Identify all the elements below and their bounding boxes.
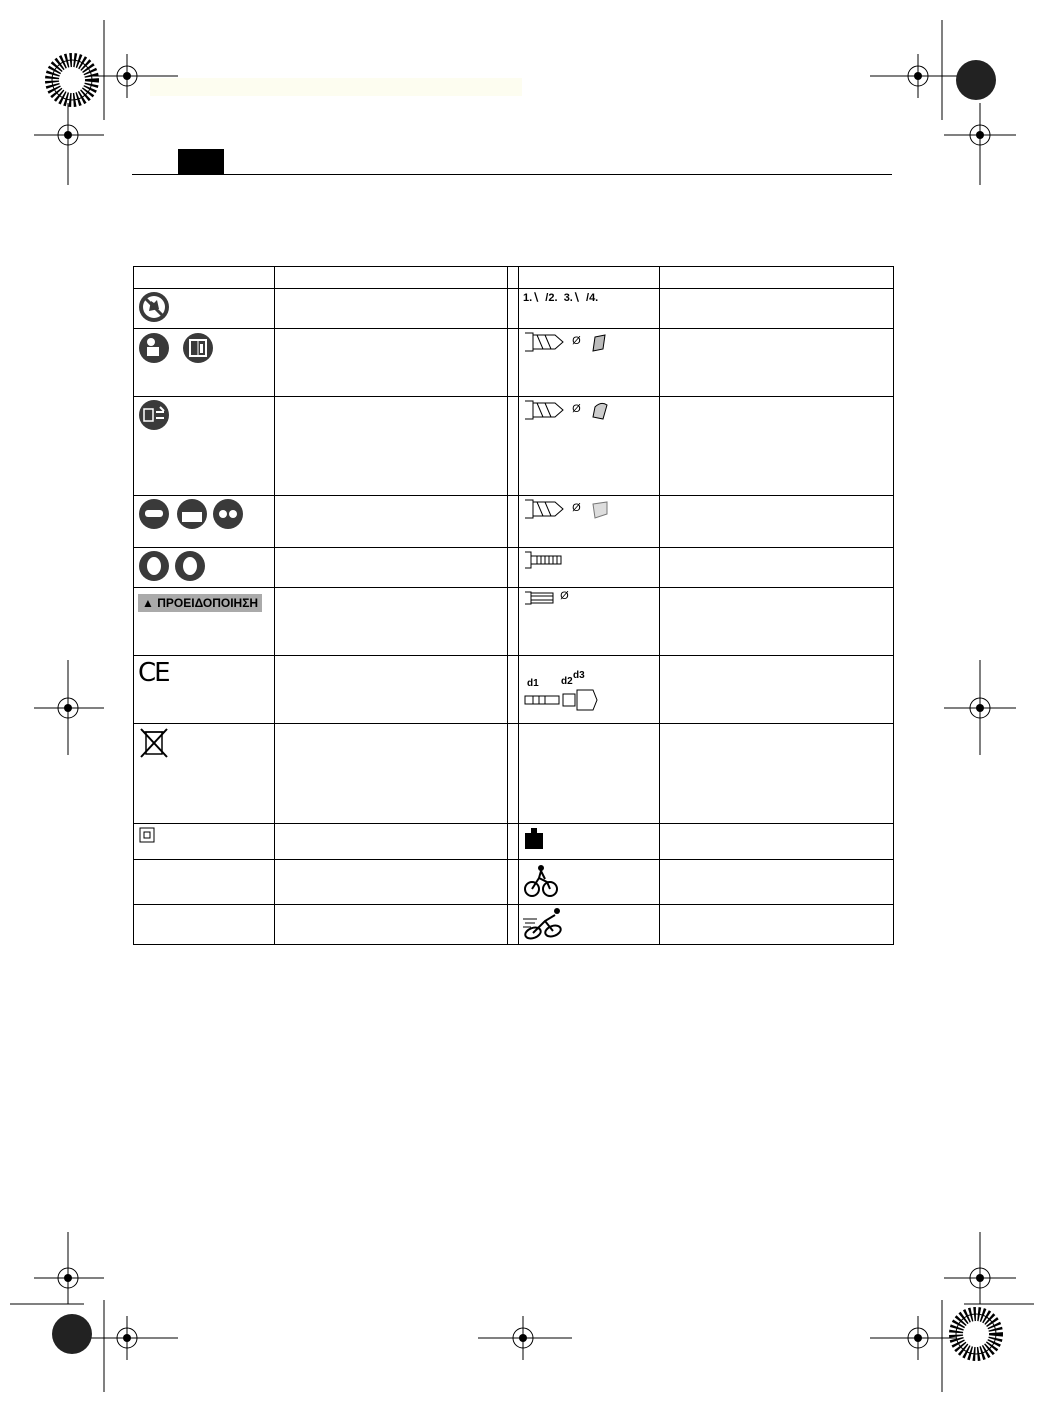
description-cell (660, 397, 894, 496)
ear-protection-icon (138, 550, 210, 582)
description-cell (660, 656, 894, 724)
chuck-label-d3: d3 (573, 670, 585, 681)
symbol-cell (134, 860, 275, 905)
description-cell (275, 860, 508, 905)
description-cell (275, 588, 508, 656)
symbol-cell (519, 548, 660, 588)
gap-cell (508, 329, 519, 397)
header-cell (519, 267, 660, 289)
symbols-table (133, 266, 894, 945)
color-strip (150, 78, 522, 96)
chuck-drawing (523, 658, 613, 718)
table-row (134, 860, 894, 905)
warning-text: ΠΡΟΕΙΔΟΠΟΙΗΣΗ (157, 596, 259, 610)
symbol-cell (519, 905, 660, 945)
warning-triangle-icon: ▲ (142, 596, 154, 610)
description-cell (275, 724, 508, 824)
drill-wood-icon (523, 498, 613, 522)
description-cell (275, 905, 508, 945)
gap-cell (508, 289, 519, 329)
symbol-cell (519, 397, 660, 496)
diameter-symbol: Ø (572, 502, 581, 514)
no-touch-icon (138, 291, 170, 323)
header-rule (132, 174, 892, 175)
description-cell (660, 905, 894, 945)
drill-steel-icon (523, 331, 613, 355)
step-label: 1. (523, 292, 533, 304)
symbol-cell (134, 905, 275, 945)
table-row (134, 824, 894, 860)
symbol-cell (519, 656, 660, 724)
symbol-cell (134, 824, 275, 860)
symbol-cell (519, 824, 660, 860)
chuck-diameter-icon (523, 658, 613, 718)
header-cell (660, 267, 894, 289)
header-cell (134, 267, 275, 289)
symbol-cell (134, 656, 275, 724)
drill-steps-icon: 1.∖ /2. 3.∖ /4. (523, 292, 599, 304)
table-header-row (134, 267, 894, 289)
gap-cell (508, 267, 519, 289)
high-speed-icon (523, 907, 565, 941)
symbol-cell (519, 588, 660, 656)
chuck-label-d2: d2 (561, 676, 573, 687)
description-cell (660, 329, 894, 397)
symbol-cell (519, 724, 660, 824)
gap-cell (508, 860, 519, 905)
weight-icon (523, 826, 545, 850)
step-label: 4. (589, 292, 599, 304)
protection-class-ii-icon (138, 826, 156, 844)
description-cell (660, 588, 894, 656)
gap-cell (508, 548, 519, 588)
symbol-cell (519, 289, 660, 329)
description-cell (275, 656, 508, 724)
description-cell (275, 289, 508, 329)
step-label: 2. (548, 292, 558, 304)
ce-mark-icon: CE (138, 658, 169, 688)
symbol-cell (519, 860, 660, 905)
symbol-cell (519, 329, 660, 397)
description-cell (660, 289, 894, 329)
chuck-label-d1: d1 (527, 678, 539, 689)
symbol-cell (134, 329, 275, 397)
warning-label (138, 594, 262, 612)
gap-cell (508, 496, 519, 548)
gap-cell (508, 724, 519, 824)
description-cell (660, 860, 894, 905)
gap-cell (508, 588, 519, 656)
table-row (134, 588, 894, 656)
description-cell (275, 397, 508, 496)
diameter-symbol: Ø (560, 590, 569, 602)
symbol-cell (134, 548, 275, 588)
diameter-symbol: Ø (572, 335, 581, 347)
shank-diameter-icon (523, 590, 557, 606)
diameter-symbol: Ø (572, 403, 581, 415)
description-cell (275, 496, 508, 548)
symbol-cell (134, 289, 275, 329)
symbol-cell (134, 397, 275, 496)
symbol-cell (134, 724, 275, 824)
read-manual-icon (138, 331, 218, 365)
symbol-cell (519, 496, 660, 548)
weee-bin-icon (138, 726, 170, 760)
table-row (134, 496, 894, 548)
table-row (134, 724, 894, 824)
table-row (134, 905, 894, 945)
description-cell (275, 329, 508, 397)
gap-cell (508, 824, 519, 860)
description-cell (660, 496, 894, 548)
unplug-icon (138, 399, 170, 431)
description-cell (660, 548, 894, 588)
table-row (134, 548, 894, 588)
language-tab (178, 149, 224, 175)
description-cell (275, 548, 508, 588)
description-cell (660, 724, 894, 824)
table-row (134, 329, 894, 397)
header-cell (275, 267, 508, 289)
step-label: 3. (563, 292, 573, 304)
screw-icon (523, 550, 573, 570)
table-row (134, 656, 894, 724)
eye-protection-icon (138, 498, 248, 530)
low-speed-icon (523, 862, 559, 898)
symbol-cell (134, 588, 275, 656)
table-row (134, 397, 894, 496)
gap-cell (508, 905, 519, 945)
drill-aluminium-icon (523, 399, 613, 423)
symbol-cell (134, 496, 275, 548)
description-cell (275, 824, 508, 860)
gap-cell (508, 656, 519, 724)
table-row (134, 289, 894, 329)
description-cell (660, 824, 894, 860)
gap-cell (508, 397, 519, 496)
